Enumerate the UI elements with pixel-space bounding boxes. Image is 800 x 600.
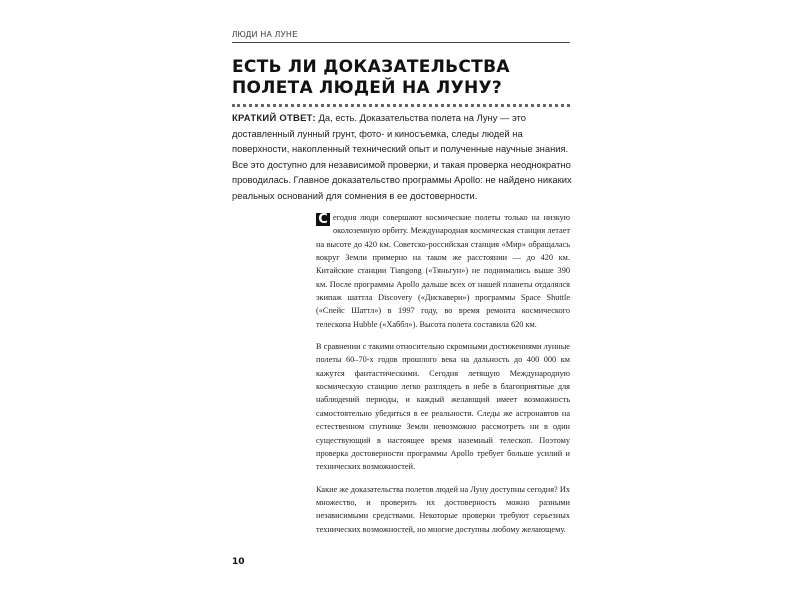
paragraph-text: егодня люди совершают космические полеты только на низкую околоземную орбиту. Международная космическая станция летает на высоте до 420 км. Советско-российская станция «Мир» обращалась вокруг Земли примерно на таком же расстоянии — до 420 км. Китайские станции Tiangong («Тяньгун») не поднимались выше 390 км. После программы Apollo дальше всех от нашей планеты отдалялся экипаж шаттла Discovery («Дискавери») программы Space Shuttle («Спейс Шаттл») в 1997 году, во время ремонта космического телескопа Hubble («Хаббл»). Высота полета составила 620 км. — [316, 213, 570, 329]
short-answer — [232, 110, 574, 204]
body-text — [316, 211, 570, 545]
body-paragraph — [316, 211, 570, 331]
body-paragraph: Какие же доказательства полетов людей на Луну доступны сегодня? Их множество, и проверить их достоверность можно разными независимыми средствами. Некоторые проверки требуют серьезных технических возможностей, но многие доступны любому желающему. — [316, 484, 570, 534]
title-dotted-rule — [232, 104, 570, 107]
running-head: ЛЮДИ НА ЛУНЕ — [232, 30, 298, 39]
short-answer-label: КРАТКИЙ ОТВЕТ: — [232, 112, 316, 123]
page-number: 10 — [232, 557, 245, 567]
drop-cap: С — [316, 213, 330, 226]
body-paragraph: В сравнении с такими относительно скромными достижениями лунные полеты 60–70-х годов прошлого века на дальность до 400 000 км кажутся фантастическими. Сегодня летящую Международную космическую станцию легко разглядеть в небе в благоприятные для наблюдений периоды, и каждый желающий имеет возможность самостоятельно убедиться в ее реальности. Следы же астронавтов на естественном спутнике Земли невозможно рассмотреть ни в один существующий в настоящее время наземный телескоп. Поэтому проверка достоверности программы Apollo требует больше усилий и технических возможностей. — [316, 342, 570, 472]
header-rule — [232, 42, 570, 43]
short-answer-text: Да, есть. Доказательства полета на Луну — это доставленный лунный грунт, фото- и киносъемка, следы людей на поверхности, накопленный технический опыт и полученные научные знания. Все это доступно для независимой проверки, и такая проверка неоднократно проводилась. Главное доказательство программы Apollo: не найдено никаких реальных оснований для сомнения в ее достоверности. — [232, 112, 572, 201]
chapter-title: ЕСТЬ ЛИ ДОКАЗАТЕЛЬСТВА ПОЛЕТА ЛЮДЕЙ НА ЛУНУ? — [232, 57, 510, 98]
